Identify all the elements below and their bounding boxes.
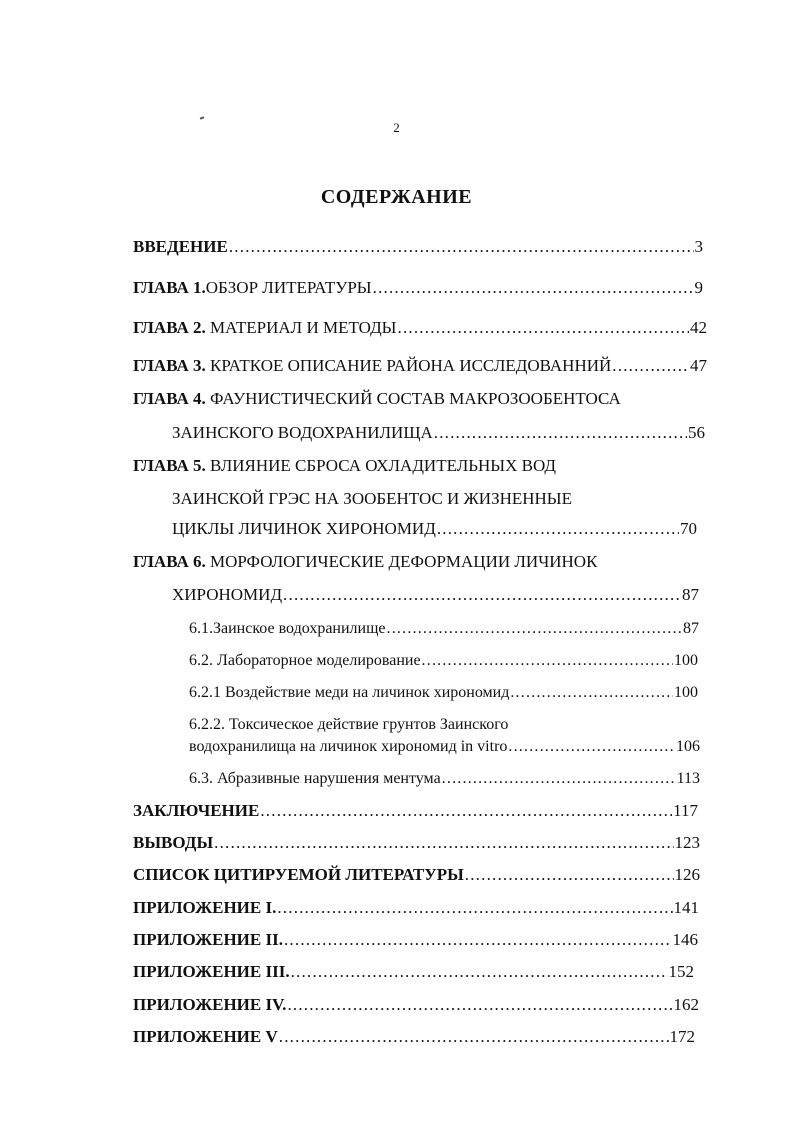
chapter-title: МОРФОЛОГИЧЕСКИЕ ДЕФОРМАЦИИ ЛИЧИНОК [205,552,598,571]
leader-dots [510,682,673,704]
leader-dots [434,422,687,444]
toc-entry-page: 146 [672,930,698,949]
leader-dots [283,584,681,606]
toc-entry-page: 56 [688,423,705,442]
toc-entry-label [133,355,611,377]
toc-entry-label: СПИСОК ЦИТИРУЕМОЙ ЛИТЕРАТУРЫ [133,865,464,884]
toc-entry-label: 6.2.1 Воздействие меди на личинок хирономид [189,684,510,701]
toc-entry-page: 3 [694,237,703,256]
toc-entry-section-6-1[interactable] [189,618,699,640]
leader-dots [229,236,694,258]
toc-entry-introduction[interactable] [133,236,703,258]
leader-dots [291,961,668,983]
toc-entry-chapter-1[interactable] [133,277,703,299]
leader-dots [465,864,674,886]
toc-entry-chapter-2[interactable] [133,317,707,339]
toc-entry-page: 172 [669,1027,695,1046]
toc-entry-page: 141 [673,898,699,917]
leader-dots [373,277,694,299]
toc-entry-label: ПРИЛОЖЕНИЕ II. [133,930,283,949]
toc-entry-appendix-2[interactable] [133,929,698,951]
toc-entry-page: 100 [674,684,698,701]
leader-dots [214,832,673,854]
toc-entry-page: 123 [674,833,700,852]
toc-entry-label: 6.1.Заинское водохранилище [189,620,386,637]
toc-entry-label: ПРИЛОЖЕНИЕ I. [133,898,277,917]
toc-entry-label: ПРИЛОЖЕНИЕ III. [133,962,290,981]
page-number: 2 [393,120,400,135]
toc-entry-label: ПРИЛОЖЕНИЕ IV. [133,995,287,1014]
chapter-prefix: ГЛАВА 3. [133,356,206,375]
leader-dots [387,618,682,640]
toc-entry-label: ВЫВОДЫ [133,833,214,852]
leader-dots [398,317,690,339]
toc-entry-page: 117 [673,801,698,820]
toc-entry-appendix-3[interactable] [133,961,694,983]
leader-dots [284,929,672,951]
leader-dots [437,518,679,540]
leader-dots [279,1026,669,1048]
chapter-title: ФАУНИСТИЧЕСКИЙ СОСТАВ МАКРОЗООБЕНТОСА [205,389,621,408]
toc-entry-chapter-4-line-1[interactable] [133,388,693,410]
toc-entry-label: ЗАКЛЮЧЕНИЕ [133,801,260,820]
chapter-title: КРАТКОЕ ОПИСАНИЕ РАЙОНА ИССЛЕДОВАННИЙ [205,356,612,375]
toc-entry-chapter-6-line-2[interactable] [172,584,699,606]
toc-entry-page: 106 [676,738,700,755]
toc-entry-page: 162 [673,995,699,1014]
leader-dots [508,736,675,758]
toc-entry-label: ВВЕДЕНИЕ [133,237,228,256]
toc-entry-appendix-5[interactable] [133,1026,695,1048]
toc-entry-section-6-2-2-line-1[interactable] [189,714,689,736]
chapter-title: ВЛИЯНИЕ СБРОСА ОХЛАДИТЕЛЬНЫХ ВОД [205,456,557,475]
chapter-prefix: ГЛАВА 1. [133,278,206,297]
chapter-title: МАТЕРИАЛ И МЕТОДЫ [205,318,397,337]
toc-entry-page: 100 [674,652,698,669]
toc-entry-label: 6.2. Лабораторное моделирование [189,652,421,669]
toc-entry-chapter-4-line-2[interactable] [172,422,705,444]
chapter-prefix: ГЛАВА 6. [133,552,206,571]
toc-entry-page: 152 [668,962,694,981]
toc-entry-page: 126 [674,865,700,884]
chapter-prefix: ГЛАВА 4. [133,389,206,408]
toc-entry-chapter-5-line-3[interactable] [172,518,697,540]
chapter-title-continued: ЦИКЛЫ ЛИЧИНОК ХИРОНОМИД [172,519,436,538]
toc-entry-section-6-2[interactable] [189,650,698,672]
toc-entry-chapter-6-line-1[interactable] [133,551,693,573]
leader-dots [287,994,672,1016]
chapter-title: ОБЗОР ЛИТЕРАТУРЫ [205,278,372,297]
toc-entry-section-6-2-2-line-2[interactable] [189,736,700,758]
toc-entry-findings[interactable] [133,832,700,854]
toc-entry-label: 6.3. Абразивные нарушения ментума [189,770,441,787]
chapter-title-continued: ЗАИНСКОГО ВОДОХРАНИЛИЩА [172,423,433,442]
toc-entry-label [133,455,693,477]
toc-entry-chapter-5-line-1[interactable] [133,455,693,477]
toc-entry-label [133,277,372,299]
leader-dots [442,768,676,790]
leader-dots [277,897,672,919]
toc-title: СОДЕРЖАНИЕ [320,186,473,208]
toc-entry-appendix-1[interactable] [133,897,699,919]
toc-entry-page: 87 [682,585,699,604]
toc-entry-references[interactable] [133,864,700,886]
toc-entry-page: 87 [683,620,699,637]
toc-entry-page: 42 [690,318,707,337]
toc-entry-section-6-3[interactable] [189,768,700,790]
leader-dots [260,800,672,822]
toc-entry-conclusion[interactable] [133,800,698,822]
toc-entry-page: 47 [690,356,707,375]
toc-entry-label [133,551,693,573]
toc-entry-page: 9 [694,278,703,297]
toc-entry-label: 6.2.2. Токсическое действие грунтов Заинского [189,716,509,733]
toc-entry-appendix-4[interactable] [133,994,699,1016]
leader-dots [422,650,673,672]
chapter-prefix: ГЛАВА 5. [133,456,206,475]
toc-entry-label [133,317,397,339]
toc-entry-chapter-3[interactable] [133,355,707,377]
toc-entry-label-continued: водохранилища на личинок хирономид in vitro [189,738,508,755]
toc-entry-chapter-5-line-2[interactable] [172,488,702,510]
toc-entry-page: 113 [676,770,700,787]
toc-entry-label [133,388,693,410]
toc-entry-section-6-2-1[interactable] [189,682,698,704]
chapter-prefix: ГЛАВА 2. [133,318,206,337]
chapter-title-continued: ХИРОНОМИД [172,585,283,604]
toc-entry-label: ПРИЛОЖЕНИЕ V [133,1027,278,1046]
chapter-title-continued: ЗАИНСКОЙ ГРЭС НА ЗООБЕНТОС И ЖИЗНЕННЫЕ [172,489,573,508]
toc-entry-page: 70 [680,519,697,538]
leader-dots [612,355,689,377]
